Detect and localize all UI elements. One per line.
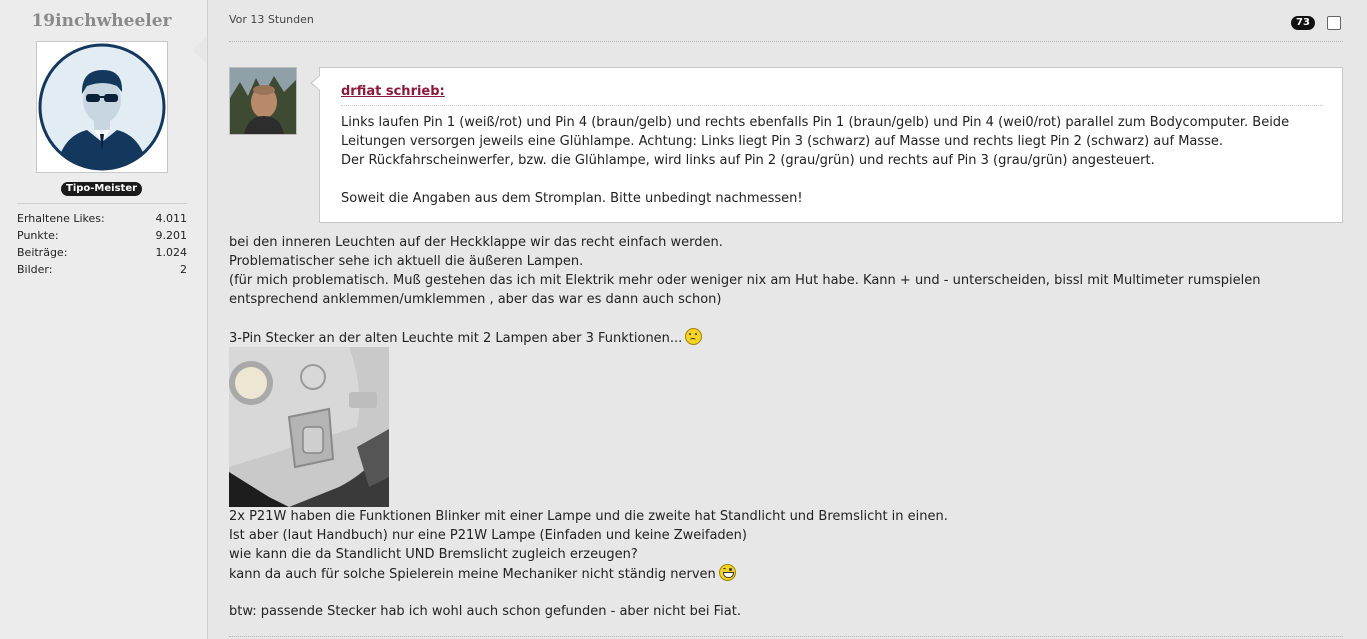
post-timestamp[interactable]: Vor 13 Stunden — [229, 13, 314, 26]
stat-posts[interactable] — [17, 244, 187, 261]
body-line-with-emoji — [229, 328, 1344, 347]
connector-photo — [229, 347, 389, 507]
quote-arrow-inner — [312, 76, 320, 90]
stat-label: Beiträge: — [17, 246, 68, 259]
user-avatar-icon — [37, 42, 167, 172]
stat-likes[interactable] — [17, 210, 187, 227]
body-line: Ist aber (laut Handbuch) nur eine P21W Lampe (Einfaden und keine Zweifaden) — [229, 528, 747, 543]
post-body — [229, 233, 1344, 621]
stat-value: 4.011 — [155, 212, 187, 225]
quote-text — [341, 113, 1331, 208]
sad-emoji-icon — [685, 328, 702, 345]
stat-points[interactable] — [17, 227, 187, 244]
quote-avatar-photo — [230, 68, 296, 134]
stat-label: Erhaltene Likes: — [17, 212, 105, 225]
stat-value: 2 — [180, 263, 187, 276]
blank-line — [229, 583, 1344, 602]
quote-line: Leitungen versorgen jeweils eine Glühlampe. Achtung: Links liegt Pin 3 (schwarz) auf Masse und rechts liegt Pin 2 (schwarz) auf Masse. — [341, 134, 1224, 149]
blank-line — [229, 309, 1344, 328]
grin-emoji-icon — [719, 564, 736, 581]
body-line: kann da auch für solche Spielerein meine Mechaniker nicht ständig nerven — [229, 567, 716, 582]
footer-divider — [229, 636, 1343, 637]
header-divider — [229, 41, 1343, 42]
post-select-checkbox[interactable] — [1327, 16, 1341, 30]
stat-images[interactable] — [17, 261, 187, 278]
quote-line: Links laufen Pin 1 (weiß/rot) und Pin 4 (braun/gelb) und rechts ebenfalls Pin 1 (braun/gelb) und Pin 4 (wei0/rot) parallel zum Bodycomputer. Beide — [341, 115, 1290, 130]
quote-line — [341, 170, 1331, 189]
author-stats — [17, 203, 187, 278]
author-avatar[interactable] — [36, 41, 168, 173]
quote-author-link[interactable]: drfiat schrieb: — [341, 84, 445, 99]
quote-block — [319, 67, 1343, 223]
body-line: entsprechend anklemmen/umklemmen , aber das war es dann auch schon) — [229, 292, 722, 307]
body-line: 2x P21W haben die Funktionen Blinker mit einer Lampe und die zweite hat Standlicht und Bremslicht in einen. — [229, 509, 948, 524]
sidebar-pointer — [192, 36, 207, 64]
post-number-badge[interactable]: 73 — [1291, 16, 1315, 30]
author-sidebar — [0, 0, 208, 639]
body-line: 3-Pin Stecker an der alten Leuchte mit 2 Lampen aber 3 Funktionen... — [229, 331, 683, 346]
quote-author-avatar[interactable] — [229, 67, 297, 135]
stat-value: 1.024 — [155, 246, 187, 259]
quote-line: Soweit die Angaben aus dem Stromplan. Bitte unbedingt nachmessen! — [341, 191, 803, 206]
stat-value: 9.201 — [155, 229, 187, 242]
body-line: bei den inneren Leuchten auf der Heckklappe wir das recht einfach werden. — [229, 235, 723, 250]
body-line: Problematischer sehe ich aktuell die äußeren Lampen. — [229, 254, 584, 269]
body-line: (für mich problematisch. Muß gestehen das ich mit Elektrik mehr oder weniger nix am Hut habe. Kann + und - unterscheiden, bissl mit Multimeter rumspielen — [229, 273, 1261, 288]
body-line-with-emoji — [229, 564, 1344, 583]
post-image-connector[interactable] — [229, 347, 389, 507]
quote-divider — [341, 105, 1323, 106]
quote-line: Der Rückfahrscheinwerfer, bzw. die Glühlampe, wird links auf Pin 2 (grau/grün) und rechts auf Pin 3 (grau/grün) angesteuert. — [341, 153, 1155, 168]
body-line: wie kann die da Standlicht UND Bremslicht zugleich erzeugen? — [229, 547, 638, 562]
author-username[interactable]: 19inchwheeler — [31, 11, 172, 31]
rank-badge: Tipo-Meister — [61, 182, 142, 196]
stat-label: Punkte: — [17, 229, 59, 242]
stat-label: Bilder: — [17, 263, 53, 276]
body-line: btw: passende Stecker hab ich wohl auch schon gefunden - aber nicht bei Fiat. — [229, 604, 741, 619]
